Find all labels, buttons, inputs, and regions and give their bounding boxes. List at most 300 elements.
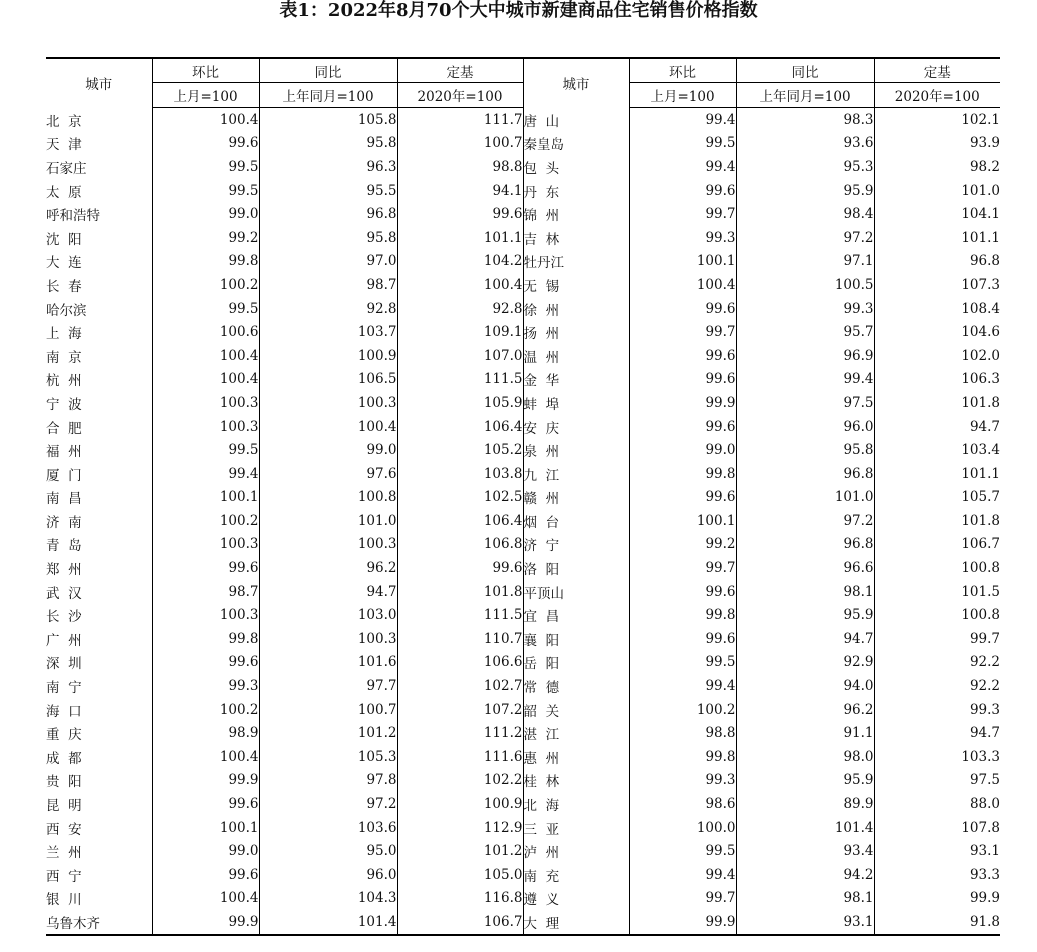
table-row	[46, 226, 1000, 250]
left-base-cell: 92.8	[397, 297, 523, 321]
right-city-cell: 宜 昌	[523, 603, 629, 627]
table-row	[46, 863, 1000, 887]
table-row	[46, 792, 1000, 816]
left-yoy-cell: 101.2	[259, 721, 397, 745]
right-yoy-cell: 99.4	[736, 368, 874, 392]
right-yoy-cell: 97.5	[736, 391, 874, 415]
right-mom-cell: 99.4	[629, 108, 736, 132]
right-mom-cell: 99.2	[629, 533, 736, 557]
left-yoy-cell: 100.4	[259, 415, 397, 439]
right-mom-cell: 99.7	[629, 556, 736, 580]
left-city-cell: 银 川	[46, 892, 82, 909]
right-mom-cell: 99.4	[629, 674, 736, 698]
right-mom-cell: 98.6	[629, 792, 736, 816]
left-yoy-cell: 92.8	[259, 297, 397, 321]
table-row	[46, 910, 1000, 935]
right-base-cell: 88.0	[874, 792, 1000, 816]
table-body	[46, 108, 1000, 935]
left-base-cell: 107.2	[397, 698, 523, 722]
right-mom-cell: 99.8	[629, 462, 736, 486]
left-city-cell: 长 春	[46, 278, 82, 295]
left-city-cell: 西 安	[46, 821, 82, 838]
right-city-cell: 扬 州	[523, 320, 629, 344]
left-base-cell: 116.8	[397, 887, 523, 911]
left-city-cell: 兰 州	[46, 845, 82, 862]
header-mom-sub-right: 上月=100	[629, 83, 736, 108]
right-base-cell: 99.7	[874, 627, 1000, 651]
table-row	[46, 320, 1000, 344]
right-mom-cell: 99.5	[629, 132, 736, 156]
right-yoy-cell: 94.0	[736, 674, 874, 698]
right-base-cell: 103.3	[874, 745, 1000, 769]
right-mom-cell: 98.8	[629, 721, 736, 745]
table-row	[46, 698, 1000, 722]
left-yoy-cell: 95.8	[259, 132, 397, 156]
right-mom-cell: 99.5	[629, 651, 736, 675]
table-row	[46, 721, 1000, 745]
header-base-sub-right: 2020年=100	[874, 83, 1000, 108]
left-mom-cell: 100.4	[152, 887, 259, 911]
left-city-cell: 太 原	[46, 184, 82, 201]
left-mom-cell: 99.0	[152, 202, 259, 226]
left-mom-cell: 99.6	[152, 792, 259, 816]
right-city-cell: 洛 阳	[523, 556, 629, 580]
header-yoy-sub-right: 上年同月=100	[736, 83, 874, 108]
left-base-cell: 106.6	[397, 651, 523, 675]
left-yoy-cell: 97.2	[259, 792, 397, 816]
left-mom-cell: 99.5	[152, 297, 259, 321]
right-base-cell: 101.8	[874, 509, 1000, 533]
right-city-cell: 常 德	[523, 674, 629, 698]
left-yoy-cell: 100.3	[259, 391, 397, 415]
left-mom-cell: 99.9	[152, 910, 259, 935]
right-city-cell: 北 海	[523, 792, 629, 816]
header-base-right: 定基	[874, 58, 1000, 83]
left-base-cell: 111.5	[397, 603, 523, 627]
left-yoy-cell: 94.7	[259, 580, 397, 604]
right-yoy-cell: 95.8	[736, 438, 874, 462]
left-city-cell: 南 昌	[46, 491, 82, 508]
right-city-cell: 蚌 埠	[523, 391, 629, 415]
left-base-cell: 101.2	[397, 839, 523, 863]
table-row	[46, 651, 1000, 675]
right-yoy-cell: 98.0	[736, 745, 874, 769]
right-mom-cell: 99.6	[629, 580, 736, 604]
header-base-left: 定基	[397, 58, 523, 83]
table-row	[46, 887, 1000, 911]
left-city-cell: 长 沙	[46, 609, 82, 626]
right-mom-cell: 99.6	[629, 297, 736, 321]
right-base-cell: 105.7	[874, 486, 1000, 510]
right-base-cell: 102.1	[874, 108, 1000, 132]
left-base-cell: 106.7	[397, 910, 523, 935]
left-base-cell: 99.6	[397, 202, 523, 226]
left-yoy-cell: 105.3	[259, 745, 397, 769]
right-base-cell: 100.8	[874, 556, 1000, 580]
right-mom-cell: 99.0	[629, 438, 736, 462]
left-base-cell: 102.5	[397, 486, 523, 510]
table-row	[46, 273, 1000, 297]
right-city-cell: 包 头	[523, 155, 629, 179]
left-base-cell: 100.7	[397, 132, 523, 156]
left-mom-cell: 98.7	[152, 580, 259, 604]
right-mom-cell: 99.3	[629, 769, 736, 793]
left-mom-cell: 99.8	[152, 627, 259, 651]
right-city-cell: 惠 州	[523, 745, 629, 769]
table-row	[46, 580, 1000, 604]
right-base-cell: 93.1	[874, 839, 1000, 863]
left-yoy-cell: 97.0	[259, 250, 397, 274]
right-city-cell: 襄 阳	[523, 627, 629, 651]
left-base-cell: 99.6	[397, 556, 523, 580]
right-mom-cell: 99.7	[629, 202, 736, 226]
left-mom-cell: 99.9	[152, 769, 259, 793]
right-base-cell: 97.5	[874, 769, 1000, 793]
right-base-cell: 102.0	[874, 344, 1000, 368]
left-mom-cell: 99.2	[152, 226, 259, 250]
left-mom-cell: 99.0	[152, 839, 259, 863]
left-yoy-cell: 97.6	[259, 462, 397, 486]
right-yoy-cell: 93.6	[736, 132, 874, 156]
left-city-cell: 深 圳	[46, 656, 82, 673]
right-mom-cell: 100.4	[629, 273, 736, 297]
right-yoy-cell: 95.9	[736, 603, 874, 627]
right-mom-cell: 99.4	[629, 863, 736, 887]
left-yoy-cell: 97.8	[259, 769, 397, 793]
left-mom-cell: 100.2	[152, 698, 259, 722]
left-yoy-cell: 100.3	[259, 627, 397, 651]
left-city-cell: 南 宁	[46, 680, 82, 697]
right-base-cell: 101.0	[874, 179, 1000, 203]
left-yoy-cell: 106.5	[259, 368, 397, 392]
right-yoy-cell: 95.9	[736, 769, 874, 793]
right-city-cell: 韶 关	[523, 698, 629, 722]
left-city-cell: 沈 阳	[46, 231, 82, 248]
left-mom-cell: 100.3	[152, 533, 259, 557]
right-city-cell: 济 宁	[523, 533, 629, 557]
right-base-cell: 98.2	[874, 155, 1000, 179]
right-city-cell: 大 理	[523, 910, 629, 935]
left-city-cell: 合 肥	[46, 420, 82, 437]
table-row	[46, 839, 1000, 863]
left-base-cell: 98.8	[397, 155, 523, 179]
left-mom-cell: 100.1	[152, 486, 259, 510]
left-city-cell: 厦 门	[46, 467, 82, 484]
table-row	[46, 816, 1000, 840]
left-city-cell: 郑 州	[46, 562, 82, 579]
right-base-cell: 99.3	[874, 698, 1000, 722]
left-base-cell: 101.8	[397, 580, 523, 604]
left-yoy-cell: 103.6	[259, 816, 397, 840]
left-yoy-cell: 100.7	[259, 698, 397, 722]
left-mom-cell: 100.6	[152, 320, 259, 344]
table-row	[46, 155, 1000, 179]
left-city-cell: 福 州	[46, 444, 82, 461]
left-base-cell: 111.5	[397, 368, 523, 392]
right-mom-cell: 100.1	[629, 509, 736, 533]
table-row	[46, 368, 1000, 392]
right-mom-cell: 100.0	[629, 816, 736, 840]
right-mom-cell: 100.2	[629, 698, 736, 722]
right-city-cell: 锦 州	[523, 202, 629, 226]
header-mom-right: 环比	[629, 58, 736, 83]
table-row	[46, 108, 1000, 132]
table-row	[46, 603, 1000, 627]
left-yoy-cell: 95.0	[259, 839, 397, 863]
left-yoy-cell: 96.2	[259, 556, 397, 580]
left-yoy-cell: 97.7	[259, 674, 397, 698]
left-base-cell: 111.2	[397, 721, 523, 745]
header-city-left: 城市	[46, 58, 152, 108]
left-base-cell: 112.9	[397, 816, 523, 840]
left-mom-cell: 99.3	[152, 674, 259, 698]
right-city-cell: 牡丹江	[523, 250, 629, 274]
left-base-cell: 106.4	[397, 509, 523, 533]
header-mom-left: 环比	[152, 58, 259, 83]
right-yoy-cell: 96.8	[736, 462, 874, 486]
table-row	[46, 509, 1000, 533]
left-mom-cell: 99.5	[152, 179, 259, 203]
right-yoy-cell: 93.4	[736, 839, 874, 863]
right-yoy-cell: 98.3	[736, 108, 874, 132]
left-base-cell: 111.7	[397, 108, 523, 132]
right-mom-cell: 99.6	[629, 179, 736, 203]
table-row	[46, 297, 1000, 321]
price-index-table	[46, 57, 1000, 936]
right-city-cell: 徐 州	[523, 297, 629, 321]
left-mom-cell: 99.6	[152, 132, 259, 156]
left-city-cell: 天 津	[46, 137, 82, 154]
table-row	[46, 486, 1000, 510]
right-yoy-cell: 98.4	[736, 202, 874, 226]
left-city-cell: 成 都	[46, 750, 82, 767]
right-base-cell: 108.4	[874, 297, 1000, 321]
left-mom-cell: 99.6	[152, 863, 259, 887]
header-yoy-right: 同比	[736, 58, 874, 83]
table-row	[46, 674, 1000, 698]
right-city-cell: 烟 台	[523, 509, 629, 533]
left-base-cell: 100.4	[397, 273, 523, 297]
right-base-cell: 99.9	[874, 887, 1000, 911]
header-city-right: 城市	[523, 58, 629, 108]
right-mom-cell: 99.6	[629, 344, 736, 368]
left-base-cell: 109.1	[397, 320, 523, 344]
header-base-sub-left: 2020年=100	[397, 83, 523, 108]
left-yoy-cell: 103.0	[259, 603, 397, 627]
left-base-cell: 101.1	[397, 226, 523, 250]
right-mom-cell: 99.3	[629, 226, 736, 250]
table-row	[46, 556, 1000, 580]
right-mom-cell: 99.6	[629, 627, 736, 651]
right-base-cell: 93.3	[874, 863, 1000, 887]
table-row	[46, 202, 1000, 226]
left-yoy-cell: 100.3	[259, 533, 397, 557]
left-mom-cell: 99.4	[152, 462, 259, 486]
left-city-cell: 贵 阳	[46, 774, 82, 791]
right-yoy-cell: 101.0	[736, 486, 874, 510]
right-city-cell: 温 州	[523, 344, 629, 368]
right-base-cell: 101.1	[874, 226, 1000, 250]
left-yoy-cell: 96.3	[259, 155, 397, 179]
left-yoy-cell: 101.0	[259, 509, 397, 533]
right-city-cell: 无 锡	[523, 273, 629, 297]
left-city-cell: 重 庆	[46, 727, 82, 744]
right-yoy-cell: 97.2	[736, 509, 874, 533]
table-row	[46, 132, 1000, 156]
left-city-cell: 海 口	[46, 703, 82, 720]
right-base-cell: 103.4	[874, 438, 1000, 462]
table-row	[46, 415, 1000, 439]
left-yoy-cell: 98.7	[259, 273, 397, 297]
left-mom-cell: 98.9	[152, 721, 259, 745]
right-mom-cell: 99.5	[629, 839, 736, 863]
left-mom-cell: 100.2	[152, 509, 259, 533]
right-yoy-cell: 96.0	[736, 415, 874, 439]
right-base-cell: 100.8	[874, 603, 1000, 627]
left-mom-cell: 100.3	[152, 415, 259, 439]
left-city-cell: 青 岛	[46, 538, 82, 555]
right-mom-cell: 99.7	[629, 887, 736, 911]
left-mom-cell: 100.4	[152, 368, 259, 392]
left-base-cell: 105.0	[397, 863, 523, 887]
left-base-cell: 104.2	[397, 250, 523, 274]
left-yoy-cell: 100.9	[259, 344, 397, 368]
table-row	[46, 533, 1000, 557]
right-city-cell: 唐 山	[523, 108, 629, 132]
left-yoy-cell: 95.8	[259, 226, 397, 250]
right-base-cell: 107.8	[874, 816, 1000, 840]
right-yoy-cell: 96.9	[736, 344, 874, 368]
right-base-cell: 104.6	[874, 320, 1000, 344]
left-base-cell: 106.4	[397, 415, 523, 439]
right-base-cell: 91.8	[874, 910, 1000, 935]
table-row	[46, 391, 1000, 415]
left-city-cell: 宁 波	[46, 396, 82, 413]
left-base-cell: 102.2	[397, 769, 523, 793]
left-city-cell: 济 南	[46, 514, 82, 531]
table-row	[46, 438, 1000, 462]
left-yoy-cell: 99.0	[259, 438, 397, 462]
table-row	[46, 179, 1000, 203]
left-mom-cell: 100.4	[152, 344, 259, 368]
table-row	[46, 462, 1000, 486]
right-city-cell: 平顶山	[523, 580, 629, 604]
right-yoy-cell: 95.3	[736, 155, 874, 179]
table-row	[46, 344, 1000, 368]
header-yoy-sub-left: 上年同月=100	[259, 83, 397, 108]
left-yoy-cell: 101.4	[259, 910, 397, 935]
right-city-cell: 三 亚	[523, 816, 629, 840]
right-mom-cell: 99.7	[629, 320, 736, 344]
right-base-cell: 94.7	[874, 415, 1000, 439]
left-city-cell: 西 宁	[46, 868, 82, 885]
right-base-cell: 92.2	[874, 674, 1000, 698]
header-yoy-left: 同比	[259, 58, 397, 83]
left-city-cell: 呼和浩特	[46, 208, 100, 225]
right-city-cell: 遵 义	[523, 887, 629, 911]
right-mom-cell: 99.9	[629, 910, 736, 935]
right-city-cell: 金 华	[523, 368, 629, 392]
left-base-cell: 103.8	[397, 462, 523, 486]
left-city-cell: 昆 明	[46, 798, 82, 815]
left-mom-cell: 99.5	[152, 438, 259, 462]
right-yoy-cell: 97.1	[736, 250, 874, 274]
left-city-cell: 哈尔滨	[46, 302, 87, 319]
right-yoy-cell: 98.1	[736, 580, 874, 604]
right-yoy-cell: 96.6	[736, 556, 874, 580]
left-yoy-cell: 95.5	[259, 179, 397, 203]
table-title: 表1：2022年8月70个大中城市新建商品住宅销售价格指数	[279, 0, 758, 21]
right-yoy-cell: 98.1	[736, 887, 874, 911]
left-mom-cell: 99.8	[152, 250, 259, 274]
left-yoy-cell: 101.6	[259, 651, 397, 675]
right-mom-cell: 99.6	[629, 368, 736, 392]
right-base-cell: 101.8	[874, 391, 1000, 415]
right-yoy-cell: 100.5	[736, 273, 874, 297]
right-yoy-cell: 94.7	[736, 627, 874, 651]
right-mom-cell: 99.8	[629, 603, 736, 627]
left-base-cell: 105.9	[397, 391, 523, 415]
left-mom-cell: 100.4	[152, 745, 259, 769]
left-city-cell: 上 海	[46, 326, 82, 343]
right-mom-cell: 99.4	[629, 155, 736, 179]
left-yoy-cell: 96.8	[259, 202, 397, 226]
left-city-cell: 武 汉	[46, 585, 82, 602]
right-base-cell: 94.7	[874, 721, 1000, 745]
right-yoy-cell: 89.9	[736, 792, 874, 816]
right-yoy-cell: 97.2	[736, 226, 874, 250]
left-city-cell: 大 连	[46, 255, 82, 272]
table-row	[46, 627, 1000, 651]
right-base-cell: 101.1	[874, 462, 1000, 486]
left-yoy-cell: 104.3	[259, 887, 397, 911]
right-mom-cell: 99.6	[629, 486, 736, 510]
right-city-cell: 泸 州	[523, 839, 629, 863]
right-yoy-cell: 99.3	[736, 297, 874, 321]
right-city-cell: 丹 东	[523, 179, 629, 203]
right-yoy-cell: 94.2	[736, 863, 874, 887]
right-yoy-cell: 92.9	[736, 651, 874, 675]
right-base-cell: 96.8	[874, 250, 1000, 274]
left-base-cell: 102.7	[397, 674, 523, 698]
left-yoy-cell: 105.8	[259, 108, 397, 132]
table-row	[46, 745, 1000, 769]
left-base-cell: 111.6	[397, 745, 523, 769]
left-yoy-cell: 100.8	[259, 486, 397, 510]
right-yoy-cell: 95.7	[736, 320, 874, 344]
right-yoy-cell: 96.8	[736, 533, 874, 557]
left-base-cell: 106.8	[397, 533, 523, 557]
left-base-cell: 100.9	[397, 792, 523, 816]
right-city-cell: 湛 江	[523, 721, 629, 745]
right-base-cell: 106.3	[874, 368, 1000, 392]
right-city-cell: 南 充	[523, 863, 629, 887]
right-yoy-cell: 91.1	[736, 721, 874, 745]
left-city-cell: 南 京	[46, 349, 82, 366]
right-mom-cell: 100.1	[629, 250, 736, 274]
left-mom-cell: 100.4	[152, 108, 259, 132]
left-city-cell: 乌鲁木齐	[46, 910, 152, 935]
table-row	[46, 250, 1000, 274]
right-city-cell: 秦皇岛	[523, 132, 629, 156]
right-base-cell: 107.3	[874, 273, 1000, 297]
right-mom-cell: 99.8	[629, 745, 736, 769]
right-yoy-cell: 95.9	[736, 179, 874, 203]
right-base-cell: 92.2	[874, 651, 1000, 675]
right-yoy-cell: 101.4	[736, 816, 874, 840]
table-header	[46, 58, 1000, 108]
right-city-cell: 九 江	[523, 462, 629, 486]
